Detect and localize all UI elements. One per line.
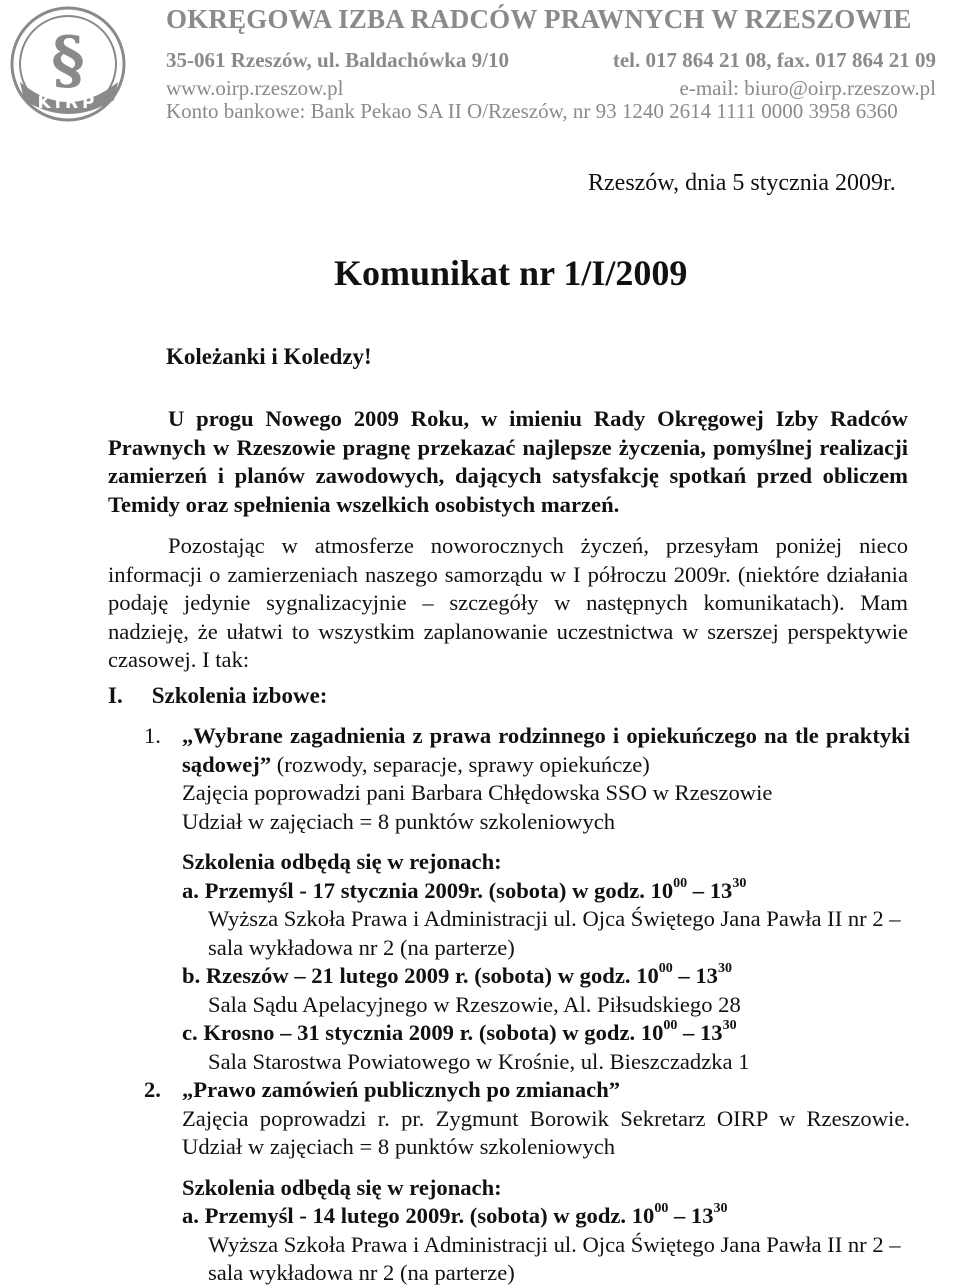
item-title: „Prawo zamówień publicznych po zmianach” [182,1077,621,1102]
document-subject: Komunikat nr 1/I/2009 [334,253,688,293]
item-title-note: (rozwody, separacje, sprawy opiekuńcze) [271,751,650,777]
region-entry [182,1019,910,1076]
header-title: OKRĘGOWA IZBA RADCÓW PRAWNYCH W RZESZOWIE [166,4,912,34]
item-title: „Wybrane zagadnienia z prawa rodzinnego i opiekuńczego na tle praktyki sądowej” [182,723,910,777]
item-lecturer: Zajęcia poprowadzi r. pr. Zygmunt Borowik Sekretarz OIRP w Rzeszowie. Udział w zajęciach = 8 punktów szkoleniowych [182,1105,910,1159]
region-address: Wyższa Szkoła Prawa i Administracji ul. Ojca Świętego Jana Pawła II nr 2 – sala wykładowa nr 2 (na parterze) [208,906,901,960]
regions-label: Szkolenia odbędą się w rejonach: [182,1174,502,1200]
region-address: Sala Sądu Apelacyjnego w Rzeszowie, Al. Piłsudskiego 28 [208,991,741,1017]
section-heading [108,683,327,709]
region-date: a. Przemyśl - 17 stycznia 2009r. (sobota) w godz. $10^{00} - 13^{30}$ [182,875,747,903]
intro-paragraph: Pozostając w atmosferze noworocznych życzeń, przesyłam poniżej nieco informacji o zamierzeniach naszego samorządu w I półroczu 2009r. (niektóre działania podaję jedynie sygnalizacyjnie – szczegóły w następnych komunikatach). Mam nadzieję, że ułatwi to wszystkim zaplanowanie uczestnictwa w szerszej perspektywie czasowej. I tak: [108,533,908,672]
region-address: Sala Starostwa Powiatowego w Krośnie, ul. Bieszczadzka 1 [208,1048,750,1074]
item-title-line [182,722,910,779]
region-date: a. Przemyśl - 14 lutego 2009r. (sobota) w godz. $10^{00} - 13^{30}$ [182,1201,728,1228]
list-item [144,722,910,1076]
region-entry [182,962,910,1019]
item-number: 1. [144,723,161,748]
item-number: 2. [144,1077,161,1102]
list-item [144,1076,910,1288]
svg-text:§: § [51,23,85,98]
section-number: I. [108,683,123,708]
svg-text:KIRP: KIRP [37,93,99,113]
region-address: Wyższa Szkoła Prawa i Administracji ul. Ojca Świętego Jana Pawła II nr 2 – sala wykładowa nr 2 (na parterze) [208,1231,901,1285]
document-date: Rzeszów, dnia 5 stycznia 2009r. [588,170,896,196]
region-date: c. Krosno – 31 stycznia 2009 r. (sobota) w godz. $10^{00} - 13^{30}$ [182,1018,737,1045]
intro-paragraph-bold: U progu Nowego 2009 Roku, w imieniu Rady Okręgowej Izby Radców Prawnych w Rzeszowie pragnę przekazać najlepsze życzenia, pomyślnej realizacji zamierzeń i planów zawodowych, dających satysfakcję spotkań przed obliczem Temidy oraz spełnienia wszelkich osobistych marzeń. [108,406,908,517]
region-entry [182,877,910,963]
header-address: 35-061 Rzeszów, ul. Baldachówka 9/10 [166,48,510,72]
header-row-address [166,47,946,73]
header-website-link[interactable]: www.oirp.rzeszow.pl [166,76,344,100]
item-lecturer: Zajęcia poprowadzi pani Barbara Chłędowska SSO w Rzeszowie [182,780,773,805]
item-points: Udział w zajęciach = 8 punktów szkoleniowych [182,808,616,834]
greeting: Koleżanki i Koledzy! [166,344,372,369]
region-entry [182,1202,910,1288]
kirp-logo-icon [6,4,146,124]
regions-label: Szkolenia odbędą się w rejonach: [182,849,502,874]
header-phone: tel. 017 864 21 08, fax. 017 864 21 09 [612,48,936,72]
header-bank: Konto bankowe: Bank Pekao SA II O/Rzeszów, nr 93 1240 2614 1111 0000 3958 6360 [166,99,898,123]
region-date: b. Rzeszów – 21 lutego 2009 r. (sobota) w godz. $10^{00} - 13^{30}$ [182,961,732,988]
section-title: Szkolenia izbowe: [151,683,328,708]
header-email-link[interactable]: e-mail: biuro@oirp.rzeszow.pl [679,76,936,100]
